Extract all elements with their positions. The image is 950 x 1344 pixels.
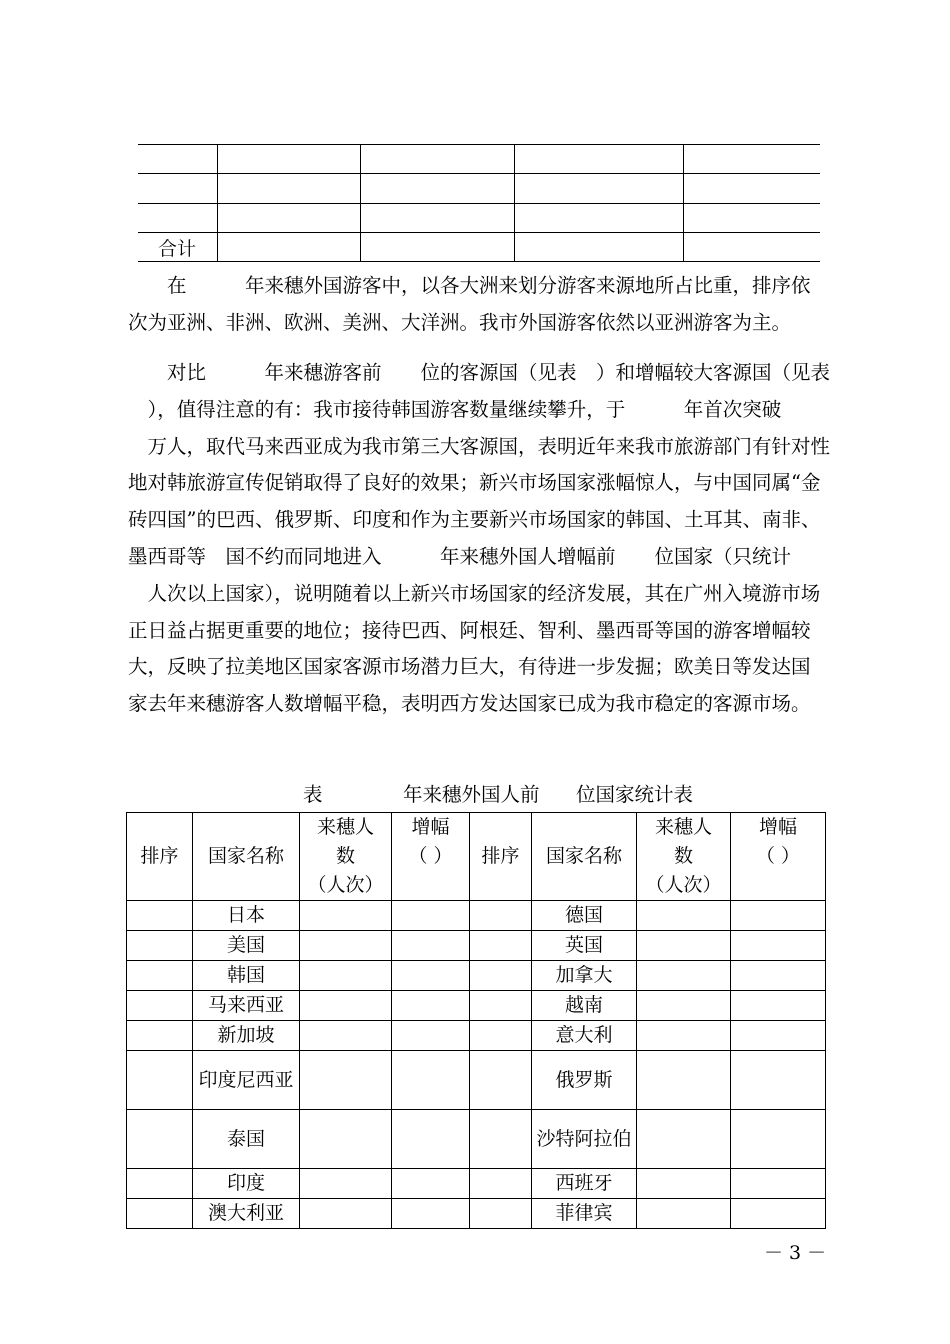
text-line: 次为亚洲、非洲、欧洲、美洲、大洋洲。我市外国游客依然以亚洲游客为主。 bbox=[128, 310, 792, 334]
table-row bbox=[127, 1051, 826, 1110]
page-number: － 3 － bbox=[764, 1242, 827, 1264]
caption-part: 位国家统计表 bbox=[576, 783, 694, 806]
table-row bbox=[127, 1110, 826, 1169]
table-row bbox=[127, 931, 826, 961]
country-cell: 印度尼西亚 bbox=[193, 1051, 300, 1110]
caption-part: 表 bbox=[303, 783, 323, 806]
country-header: 国家名称 bbox=[532, 813, 637, 901]
text-line: 砖四国”的巴西、俄罗斯、印度和作为主要新兴市场国家的韩国、土耳其、南非、 bbox=[128, 508, 821, 532]
row-label bbox=[138, 145, 217, 174]
rank-header: 排序 bbox=[470, 813, 532, 901]
table-row bbox=[127, 1021, 826, 1051]
country-cell: 意大利 bbox=[532, 1021, 637, 1051]
country-cell: 沙特阿拉伯 bbox=[532, 1110, 637, 1169]
country-cell: 美国 bbox=[193, 931, 300, 961]
text-line: 万人，取代马来西亚成为我市第三大客源国，表明近年来我市旅游部门有针对性 bbox=[128, 434, 831, 458]
country-cell: 日本 bbox=[193, 901, 300, 931]
table-row bbox=[127, 901, 826, 931]
table-row bbox=[127, 991, 826, 1021]
country-header: 国家名称 bbox=[193, 813, 300, 901]
country-cell: 泰国 bbox=[193, 1110, 300, 1169]
country-cell: 澳大利亚 bbox=[193, 1199, 300, 1229]
paragraph-source-countries bbox=[128, 355, 831, 723]
text-line: 家去年来穗游客人数增幅平稳，表明西方发达国家已成为我市稳定的客源市场。 bbox=[128, 692, 811, 716]
paragraph-continents bbox=[128, 268, 828, 342]
country-cell: 加拿大 bbox=[532, 961, 637, 991]
row-label bbox=[138, 203, 217, 232]
text-line: 在 年来穗外国游客中，以各大洲来划分游客来源地所占比重，排序依 bbox=[128, 274, 811, 297]
visitors-header: 来穗人 数 （人次） bbox=[637, 813, 731, 901]
text-line: 大，反映了拉美地区国家客源市场潜力巨大，有待进一步发掘；欧美日等发达国 bbox=[128, 655, 811, 679]
caption-part: 年来穗外国人前 bbox=[403, 783, 540, 806]
country-stats-table bbox=[126, 812, 826, 1229]
text-line: ），值得注意的有：我市接待韩国游客数量继续攀升，于 年首次突破 bbox=[128, 397, 782, 421]
country-cell: 菲律宾 bbox=[532, 1199, 637, 1229]
growth-header: 增幅 （ ） bbox=[392, 813, 470, 901]
text-line: 人次以上国家），说明随着以上新兴市场国家的经济发展，其在广州入境游市场 bbox=[128, 581, 821, 605]
growth-header: 增幅 （ ） bbox=[731, 813, 826, 901]
table-row bbox=[127, 1169, 826, 1199]
country-cell: 英国 bbox=[532, 931, 637, 961]
rank-header: 排序 bbox=[127, 813, 193, 901]
text-line: 墨西哥等 国不约而同地进入 年来穗外国人增幅前 位国家（只统计 bbox=[128, 544, 792, 568]
country-cell: 韩国 bbox=[193, 961, 300, 991]
visitors-header: 来穗人 数 （人次） bbox=[300, 813, 392, 901]
text-line: 对比 年来穗游客前 位的客源国（见表 ）和增幅较大客源国（见表 bbox=[128, 361, 831, 384]
table-row bbox=[127, 1199, 826, 1229]
country-cell: 新加坡 bbox=[193, 1021, 300, 1051]
total-label: 合计 bbox=[138, 232, 217, 261]
text-line: 地对韩旅游宣传促销取得了良好的效果；新兴市场国家涨幅惊人，与中国同属“金 bbox=[128, 471, 821, 495]
country-cell: 马来西亚 bbox=[193, 991, 300, 1021]
header-row bbox=[127, 813, 826, 901]
row-label bbox=[138, 174, 217, 203]
table-row bbox=[127, 961, 826, 991]
country-cell: 印度 bbox=[193, 1169, 300, 1199]
country-cell: 西班牙 bbox=[532, 1169, 637, 1199]
table-row bbox=[138, 174, 820, 203]
table-row bbox=[138, 203, 820, 232]
top-summary-table bbox=[138, 144, 820, 262]
table-row bbox=[138, 232, 820, 261]
country-cell: 越南 bbox=[532, 991, 637, 1021]
table-row bbox=[138, 145, 820, 174]
country-cell: 俄罗斯 bbox=[532, 1051, 637, 1110]
country-cell: 德国 bbox=[532, 901, 637, 931]
text-line: 正日益占据更重要的地位；接待巴西、阿根廷、智利、墨西哥等国的游客增幅较 bbox=[128, 618, 811, 642]
